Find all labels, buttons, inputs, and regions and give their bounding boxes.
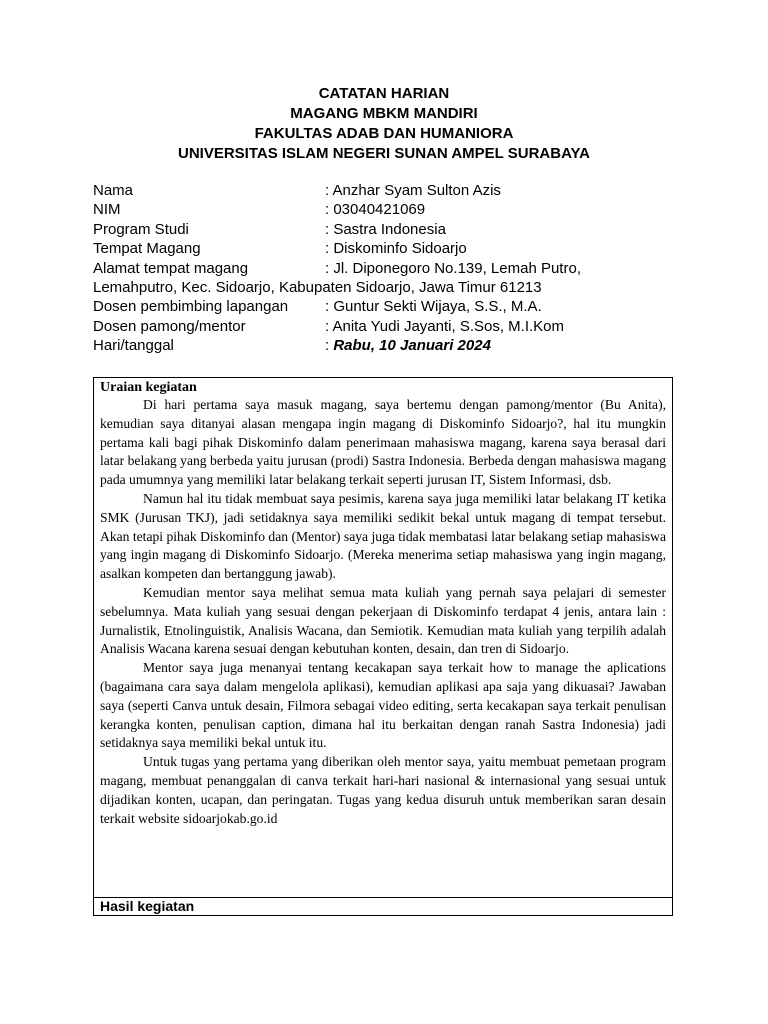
alamat-value: : Jl. Diponegoro No.139, Lemah Putro, — [325, 259, 581, 277]
nama-label: Nama — [93, 182, 134, 199]
pembimbing-label: Dosen pembimbing lapangan — [93, 298, 289, 316]
tanggal-colon: : — [325, 337, 334, 355]
info-row-pamong — [93, 317, 683, 336]
header-program: MAGANG MBKM MANDIRI — [290, 105, 478, 122]
prodi-label: Program Studi — [93, 220, 189, 238]
info-row-tanggal — [93, 336, 683, 355]
header-faculty: FAKULTAS ADAB DAN HUMANIORA — [254, 125, 514, 142]
identity-block — [93, 181, 683, 356]
document-header — [0, 84, 768, 164]
prodi-value: : Sastra Indonesia — [325, 220, 446, 238]
info-row-tempat — [93, 239, 683, 258]
uraian-paragraph-5: Untuk tugas yang pertama yang diberikan oleh mentor saya, yaitu membuat pemetaan program magang, membuat penanggalan di canva terkait hari-hari nasional & internasional yang sesuai untuk dijadikan konten, ucapan, dan peringatan. Tugas yang kedua disuruh untuk memberikan saran desain terkait website sidoarjokab.go.id — [100, 754, 666, 826]
hasil-title: Hasil kegiatan — [100, 898, 195, 914]
pamong-value: : Anita Yudi Jayanti, S.Sos, M.I.Kom — [325, 317, 565, 335]
tanggal-field — [325, 336, 683, 355]
uraian-paragraph-1: Di hari pertama saya masuk magang, saya bertemu dengan pamong/mentor (Bu Anita), kemudian saya ditanyai alasan mengapa ingin magang di Diskominfo Sidoarjo?, hal itu mungkin pertama kali bagi pihak Diskominfo dalam penerimaan mahasiswa magang, karena saya berasal dari latar belakang yang berbeda yaitu jurusan (prodi) Sastra Indonesia. Berbeda dengan mahasiswa magang pada umumnya yang memiliki latar belakang terkait seperti jurusan IT, Sistem Informasi, dsb. — [100, 397, 666, 488]
uraian-section — [94, 378, 672, 898]
header-university: UNIVERSITAS ISLAM NEGERI SUNAN AMPEL SURABAYA — [177, 145, 590, 162]
info-row-prodi — [93, 220, 683, 239]
tempat-value: : Diskominfo Sidoarjo — [325, 240, 467, 258]
info-row-nama — [93, 181, 683, 200]
pamong-label: Dosen pamong/mentor — [93, 317, 246, 335]
uraian-paragraph-4: Mentor saya juga menanyai tentang kecakapan saya terkait how to manage the aplications (bagaimana cara saya dalam mengelola aplikasi), kemudian aplikasi apa saja yang dikuasai? Jawaban saya (seperti Canva untuk desain, Filmora sebagai video editing, serta kecakapan saya terkait penulisan kerangka konten, penulisan caption, dimana hal itu berkaitan dengan ranah Sastra Indonesia) jadi setidaknya saya memiliki bekal untuk itu. — [100, 660, 666, 751]
activity-table — [93, 377, 673, 916]
info-row-alamat — [93, 259, 683, 278]
tanggal-value: Rabu, 10 Januari 2024 — [333, 337, 491, 355]
tempat-label: Tempat Magang — [93, 240, 201, 258]
nim-label: NIM — [93, 201, 121, 219]
tanggal-label: Hari/tanggal — [93, 337, 174, 355]
alamat-label: Alamat tempat magang — [93, 259, 249, 277]
pembimbing-value: : Guntur Sekti Wijaya, S.S., M.A. — [325, 298, 542, 316]
uraian-paragraph-3: Kemudian mentor saya melihat semua mata kuliah yang pernah saya pelajari di semester sebelumnya. Mata kuliah yang sesuai dengan pekerjaan di Diskominfo terdapat 4 jenis, antara lain : Jurnalistik, Etnolinguistik, Analisis Wacana, dan Semiotik. Kemudian mata kuliah yang terpilih adalah Analisis Wacana karena sesuai dengan kebutuhan konten, desain, dan tren di Sidoarjo. — [100, 584, 666, 657]
alamat-continuation: Lemahputro, Kec. Sidoarjo, Kabupaten Sidoarjo, Jawa Timur 61213 — [93, 279, 542, 297]
nama-value: : Anzhar Syam Sulton Azis — [325, 182, 501, 199]
header-title: CATATAN HARIAN — [318, 85, 450, 102]
info-row-nim — [93, 200, 683, 219]
nim-value: : 03040421069 — [325, 201, 426, 219]
uraian-title: Uraian kegiatan — [100, 380, 197, 395]
info-row-pembimbing — [93, 297, 683, 316]
hasil-section — [94, 898, 672, 915]
uraian-paragraph-2: Namun hal itu tidak membuat saya pesimis, karena saya juga memiliki latar belakang IT ketika SMK (Jurusan TKJ), jadi setidaknya saya memiliki sedikit bekal untuk magang di tempat tersebut. Akan tetapi pihak Diskominfo dan (Mentor) saya juga tidak membatasi latar belakang setiap mahasiswa yang ingin magang di Diskominfo Sidoarjo. (Mereka menerima setiap mahasiswa yang ingin magang, asalkan kompeten dan bertanggung jawab). — [100, 490, 666, 582]
